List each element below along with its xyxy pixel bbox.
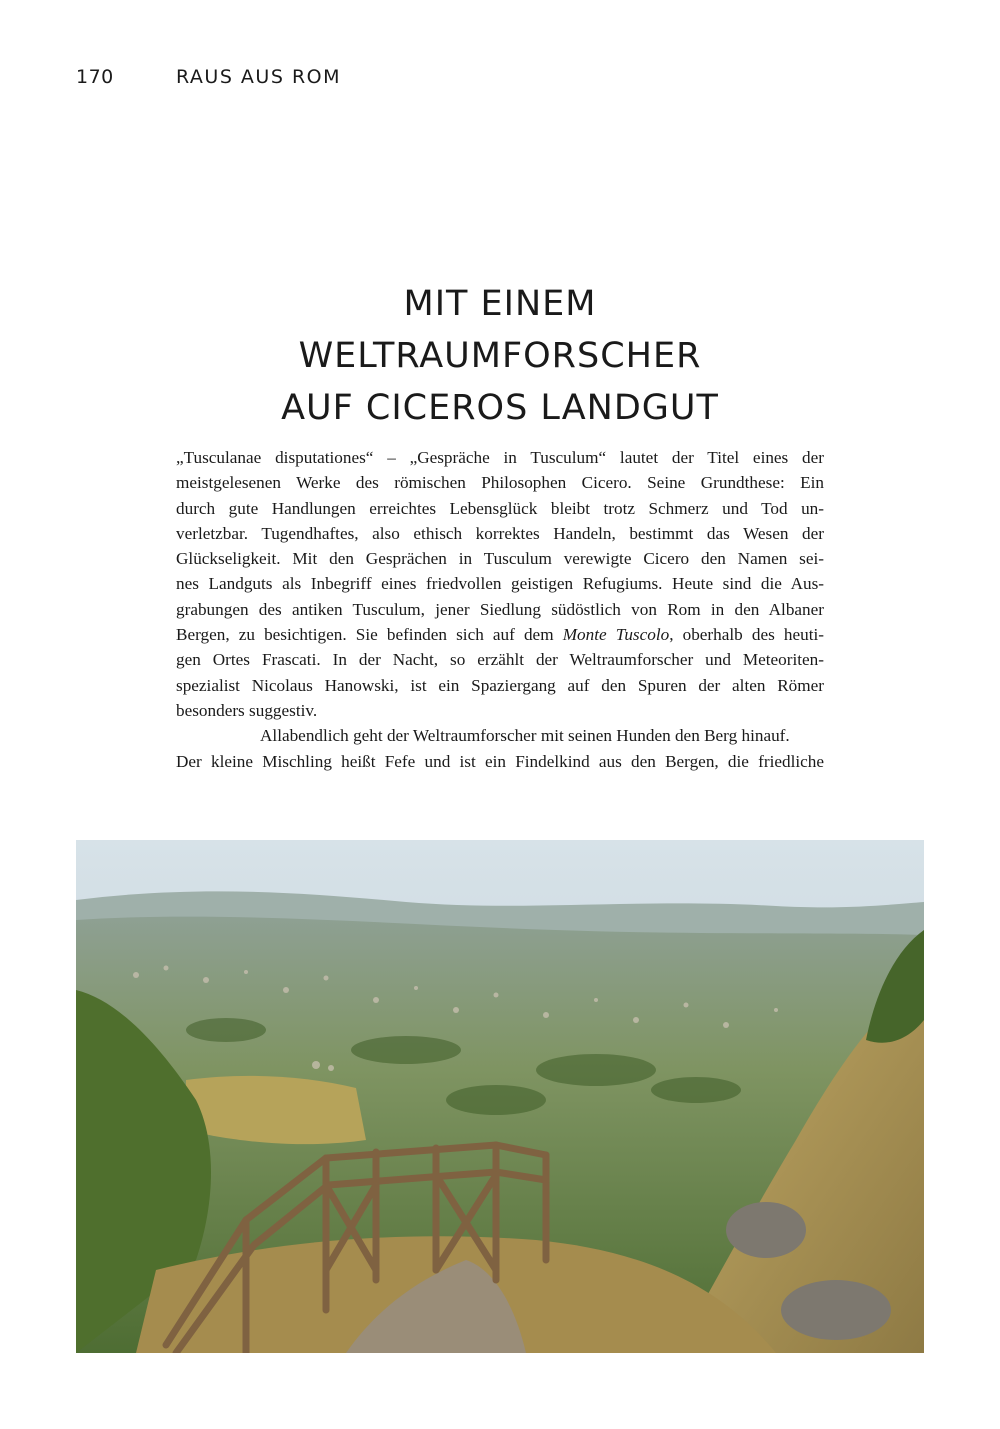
body-line: gen Ortes Frascati. In der Nacht, so erzählt der Weltraumforscher und Meteoriten- (176, 650, 824, 670)
body-line: durch gute Handlungen erreichtes Lebensglück bleibt trotz Schmerz und Tod un- (176, 498, 824, 518)
body-text-segment: , oberhalb des heuti- (669, 625, 824, 645)
body-line: grabungen des antiken Tusculum, jener Siedlung südöstlich von Rom in den Albaner (176, 599, 824, 619)
section-title: RAUS AUS ROM (176, 66, 341, 88)
field (186, 1076, 366, 1144)
place-name-italic: Monte Tuscolo (562, 625, 670, 645)
chapter-title-line: MIT EINEM (403, 284, 597, 324)
landscape-photo (76, 840, 924, 1353)
body-line: besonders suggestiv. (176, 700, 318, 720)
landscape-illustration (76, 840, 924, 1353)
body-line: Glückseligkeit. Mit den Gesprächen in Tusculum verewigte Cicero den Namen sei- (176, 549, 824, 569)
body-line: spezialist Nicolaus Hanowski, ist ein Spaziergang auf den Spuren der alten Römer (176, 675, 824, 695)
body-line: verletzbar. Tugendhaftes, also ethisch korrektes Handeln, bestimmt das Wesen der (176, 523, 824, 543)
body-text (176, 445, 824, 774)
body-line: meistgelesenen Werke des römischen Philosophen Cicero. Seine Grundthese: Ein (176, 473, 824, 493)
body-line-with-italic (176, 622, 824, 647)
chapter-title-line: WELTRAUMFORSCHER (298, 336, 702, 376)
chapter-title (150, 278, 850, 434)
body-line: nes Landguts als Inbegriff eines friedvollen geistigen Refugiums. Heute sind die Aus- (176, 574, 824, 594)
body-text-segment: Bergen, zu besichtigen. Sie befinden sich auf dem (176, 625, 563, 645)
chapter-title-line: AUF CICEROS LANDGUT (281, 388, 719, 428)
body-line: Der kleine Mischling heißt Fefe und ist ein Findelkind aus den Bergen, die friedliche (176, 751, 824, 771)
body-line-indented: Allabendlich geht der Weltraumforscher mit seinen Hunden den Berg hinauf. (260, 726, 790, 746)
page-number: 170 (76, 66, 114, 88)
body-line: „Tusculanae disputationes“ – „Gespräche in Tusculum“ lautet der Titel eines der (176, 448, 824, 467)
